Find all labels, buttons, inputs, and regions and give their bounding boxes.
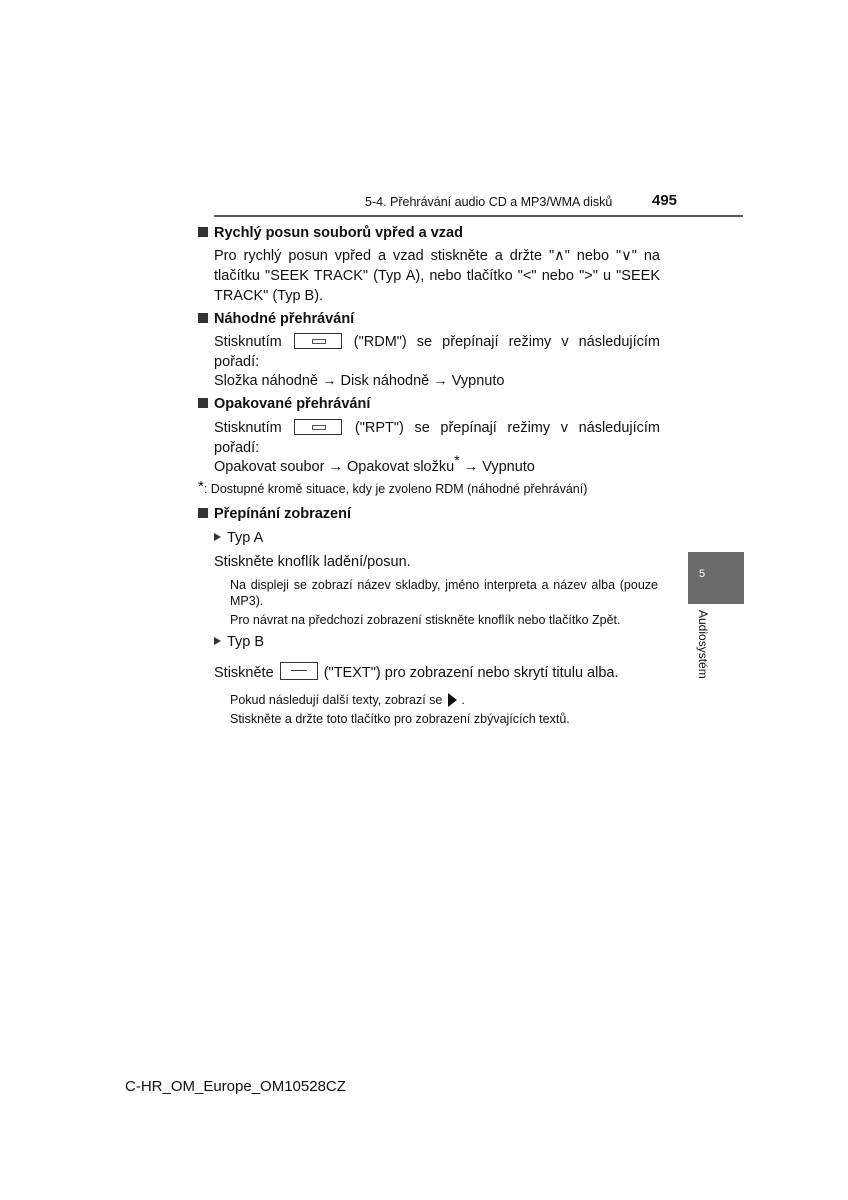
repeat-sequence-part1: Opakovat soubor → Opakovat složku — [214, 459, 455, 475]
chapter-tab-number: 5 — [699, 568, 706, 580]
more-text-arrow-icon — [448, 693, 457, 707]
footer-manual-code: C-HR_OM_Europe_OM10528CZ — [125, 1078, 346, 1095]
square-bullet-icon — [198, 313, 208, 323]
repeat-body-prefix: Stisknutím — [214, 420, 282, 436]
chapter-tab — [688, 552, 744, 604]
footnote-mark: * — [454, 452, 460, 469]
random-body-prefix: Stisknutím — [214, 334, 282, 350]
chapter-tab-label: Audiosystém — [696, 610, 710, 679]
random-sequence: Složka náhodně → Disk náhodně → Vypnuto — [214, 373, 505, 389]
repeat-sequence-part2: → Vypnuto — [459, 459, 535, 475]
type-b-note2: Stiskněte a držte toto tlačítko pro zobrazení zbývajících textů. — [230, 712, 570, 726]
type-a-note1: Na displeji se zobrazí název skladby, jméno interpreta a název alba (pouze MP3). — [230, 578, 658, 608]
type-a-note2: Pro návrat na předchozí zobrazení stiskněte knoflík nebo tlačítko Zpět. — [230, 613, 621, 627]
heading-repeat-text: Opakované přehrávání — [214, 396, 371, 412]
rpt-button-icon — [294, 419, 342, 435]
square-bullet-icon — [198, 508, 208, 518]
type-b-label — [214, 632, 264, 652]
random-body-suffix: ("RDM") se přepínají režimy v následujícím pořadí: — [214, 334, 661, 370]
heading-repeat — [198, 396, 370, 412]
type-b-label-text: Typ B — [227, 634, 265, 650]
heading-random — [198, 311, 354, 327]
type-b-note1-prefix: Pokud následují další texty, zobrazí se — [230, 693, 443, 707]
heading-fast-seek-text: Rychlý posun souborů vpřed a vzad — [214, 225, 463, 241]
random-body — [214, 332, 660, 372]
repeat-sequence — [214, 452, 535, 477]
type-a-label — [214, 528, 263, 548]
heading-random-text: Náhodné přehrávání — [214, 311, 355, 327]
type-b-prefix: Stiskněte — [214, 665, 274, 681]
type-a-body: Stiskněte knoflík ladění/posun. — [214, 554, 411, 570]
header-divider — [214, 215, 743, 217]
page-number: 495 — [652, 192, 678, 209]
text-button-icon — [280, 662, 318, 680]
footnote-asterisk: * — [198, 478, 204, 495]
repeat-body-suffix: ("RPT") se přepínají režimy v následujícím pořadí: — [214, 420, 660, 456]
square-bullet-icon — [198, 398, 208, 408]
rdm-button-icon — [294, 333, 342, 349]
type-b-body — [214, 662, 619, 683]
type-b-suffix: ("TEXT") pro zobrazení nebo skrytí titulu alba. — [319, 665, 619, 681]
type-a-label-text: Typ A — [227, 530, 264, 546]
heading-display-text: Přepínání zobrazení — [214, 506, 351, 522]
fast-seek-body: Pro rychlý posun vpřed a vzad stiskněte a držte "∧" nebo "∨" na tlačítku "SEEK TRACK" (Typ A), nebo tlačítko "<" nebo ">" u "SEEK TRACK" (Typ B). — [214, 248, 660, 304]
triangle-bullet-icon — [214, 637, 221, 645]
footnote — [198, 478, 588, 497]
header-section-title: 5-4. Přehrávání audio CD a MP3/WMA disků — [365, 195, 613, 209]
heading-display — [198, 506, 351, 522]
heading-fast-seek — [198, 225, 463, 241]
repeat-body — [214, 418, 660, 458]
triangle-bullet-icon — [214, 533, 221, 541]
square-bullet-icon — [198, 227, 208, 237]
footnote-text: : Dostupné kromě situace, kdy je zvoleno RDM (náhodné přehrávání) — [203, 482, 588, 496]
type-b-note1 — [230, 692, 465, 708]
type-b-note1-suffix: . — [461, 693, 465, 707]
